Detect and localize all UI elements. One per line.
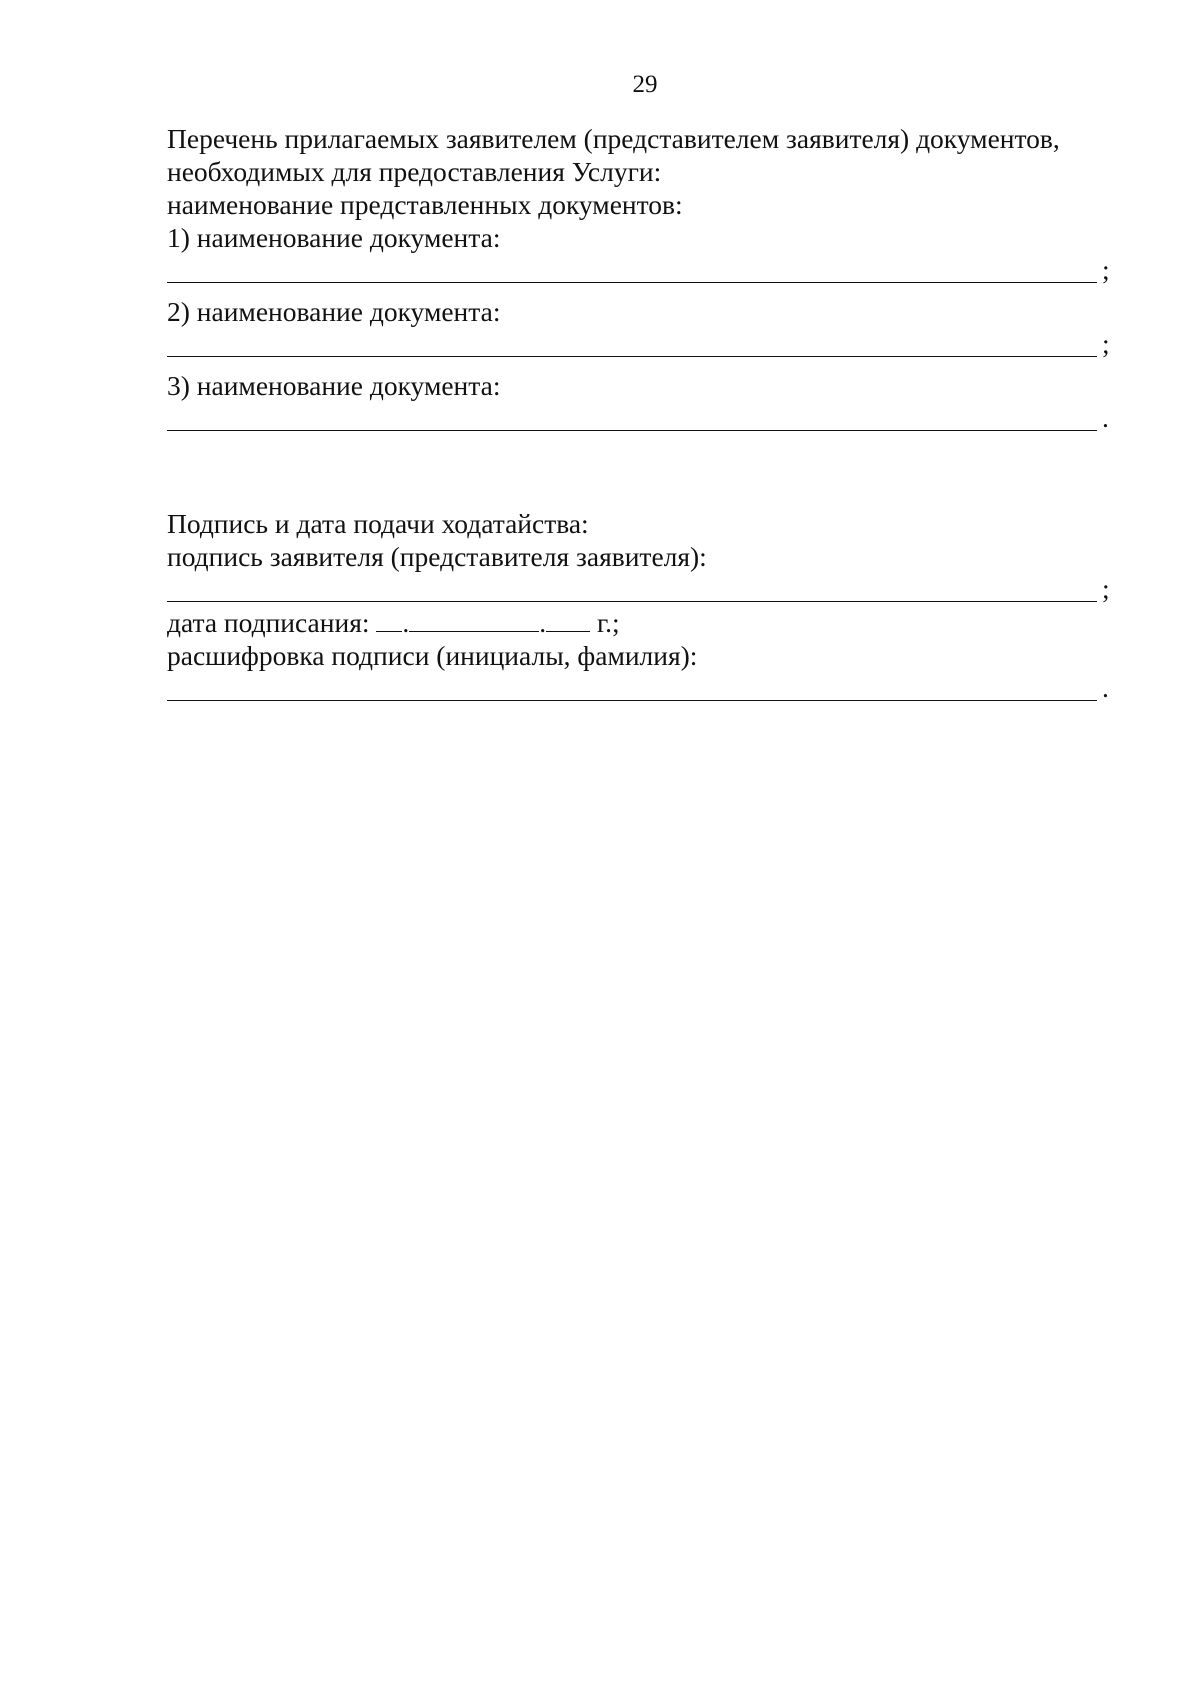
documents-title-line2: необходимых для предоставления Услуги:: [167, 156, 662, 187]
signing-date-day-field[interactable]: [376, 609, 402, 632]
document-1-underline[interactable]: [167, 282, 1097, 283]
document-3-punct: .: [1102, 402, 1109, 433]
signature-decoding-punct: .: [1102, 672, 1109, 703]
document-2-label: 2) наименование документа:: [167, 296, 501, 327]
signature-punct: ;: [1102, 573, 1110, 604]
signing-date-month-field[interactable]: [409, 609, 539, 632]
signing-date-label: дата подписания:: [167, 607, 370, 638]
signing-date-row: [167, 606, 1117, 639]
document-2-underline[interactable]: [167, 356, 1097, 357]
signature-field[interactable]: [167, 573, 1117, 606]
signature-decoding-label: расшифровка подписи (инициалы, фамилия):: [167, 640, 698, 671]
signing-date-sep-2: .: [539, 607, 547, 638]
signature-heading: Подпись и дата подачи ходатайства:: [167, 508, 589, 539]
document-3-field[interactable]: [167, 402, 1117, 435]
signature-underline[interactable]: [167, 601, 1097, 602]
documents-title-line1: Перечень прилагаемых заявителем (представителем заявителя) документов,: [167, 123, 1060, 154]
signing-date-year-field[interactable]: [546, 609, 590, 632]
signing-date-sep-1: .: [402, 607, 410, 638]
application-form: [167, 122, 1117, 705]
document-3-label: 3) наименование документа:: [167, 370, 501, 401]
documents-subtitle: наименование представленных документов:: [167, 189, 683, 220]
document-2-field[interactable]: [167, 328, 1117, 361]
document-1-punct: ;: [1102, 254, 1110, 285]
signature-decoding-field[interactable]: [167, 672, 1117, 705]
document-1-label: 1) наименование документа:: [167, 222, 501, 253]
signature-label: подпись заявителя (представителя заявителя):: [167, 541, 707, 572]
document-2-punct: ;: [1102, 328, 1110, 359]
signing-date-suffix: г.;: [597, 607, 620, 638]
signature-decoding-underline[interactable]: [167, 700, 1097, 701]
document-3-underline[interactable]: [167, 430, 1097, 431]
document-1-field[interactable]: [167, 254, 1117, 287]
page-number: 29: [632, 71, 658, 98]
